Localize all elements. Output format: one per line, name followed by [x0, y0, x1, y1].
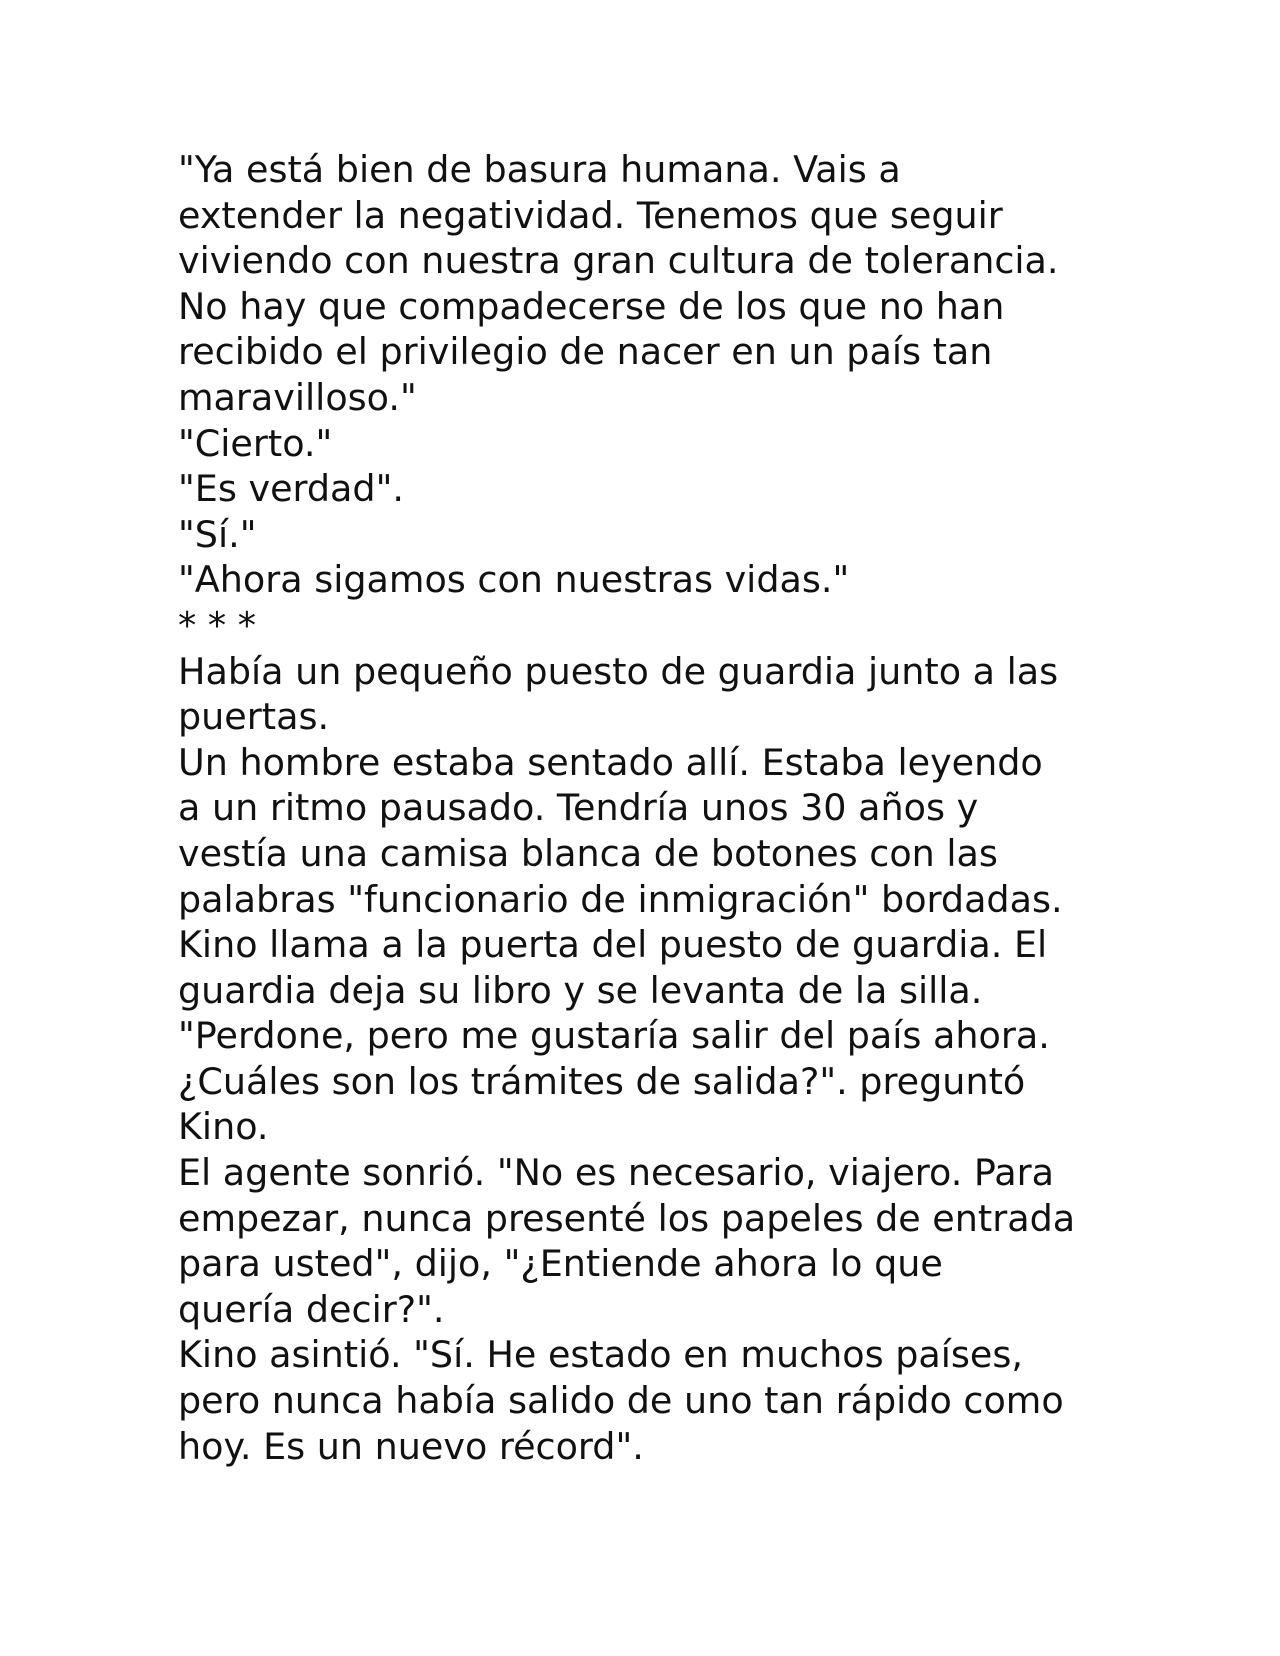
text-line: Kino llama a la puerta del puesto de guardia. El — [178, 923, 1048, 967]
text-line: pero nunca había salido de uno tan rápido como — [178, 1379, 1064, 1423]
text-line: El agente sonrió. "No es necesario, viajero. Para — [178, 1151, 1055, 1195]
text-line: "Perdone, pero me gustaría salir del país ahora. — [178, 1014, 1050, 1058]
text-line: a un ritmo pausado. Tendría unos 30 años y — [178, 786, 979, 830]
text-line: No hay que compadecerse de los que no han — [178, 284, 1005, 328]
text-line: guardia deja su libro y se levanta de la silla. — [178, 968, 983, 1012]
text-line: "Sí." — [178, 512, 257, 556]
text-line: maravilloso." — [178, 375, 417, 419]
text-line: viviendo con nuestra gran cultura de tolerancia. — [178, 239, 1059, 283]
text-line: "Ya está bien de basura humana. Vais a — [178, 148, 901, 191]
text-line: extender la negatividad. Tenemos que seguir — [178, 193, 1003, 237]
text-line: para usted", dijo, "¿Entiende ahora lo que — [178, 1242, 943, 1286]
text-line: Un hombre estaba sentado allí. Estaba leyendo — [178, 740, 1043, 784]
text-line: quería decir?". — [178, 1287, 445, 1331]
text-line: ¿Cuáles son los trámites de salida?". preguntó — [178, 1059, 1026, 1103]
body-text — [178, 147, 1118, 1469]
scene-break: * * * — [178, 603, 256, 647]
text-line: "Es verdad". — [178, 467, 404, 511]
text-line: empezar, nunca presenté los papeles de entrada — [178, 1196, 1076, 1240]
text-line: Kino. — [178, 1105, 269, 1149]
text-line: "Cierto." — [178, 421, 333, 465]
text-line: palabras "funcionario de inmigración" bordadas. — [178, 877, 1063, 921]
text-line: hoy. Es un nuevo récord". — [178, 1424, 644, 1468]
text-line: vestía una camisa blanca de botones con las — [178, 831, 998, 875]
text-line: Kino asintió. "Sí. He estado en muchos países, — [178, 1333, 1024, 1377]
text-line: Había un pequeño puesto de guardia junto a las — [178, 649, 1059, 693]
text-line: puertas. — [178, 695, 330, 739]
text-line: "Ahora sigamos con nuestras vidas." — [178, 558, 850, 602]
text-line: recibido el privilegio de nacer en un país tan — [178, 330, 993, 374]
